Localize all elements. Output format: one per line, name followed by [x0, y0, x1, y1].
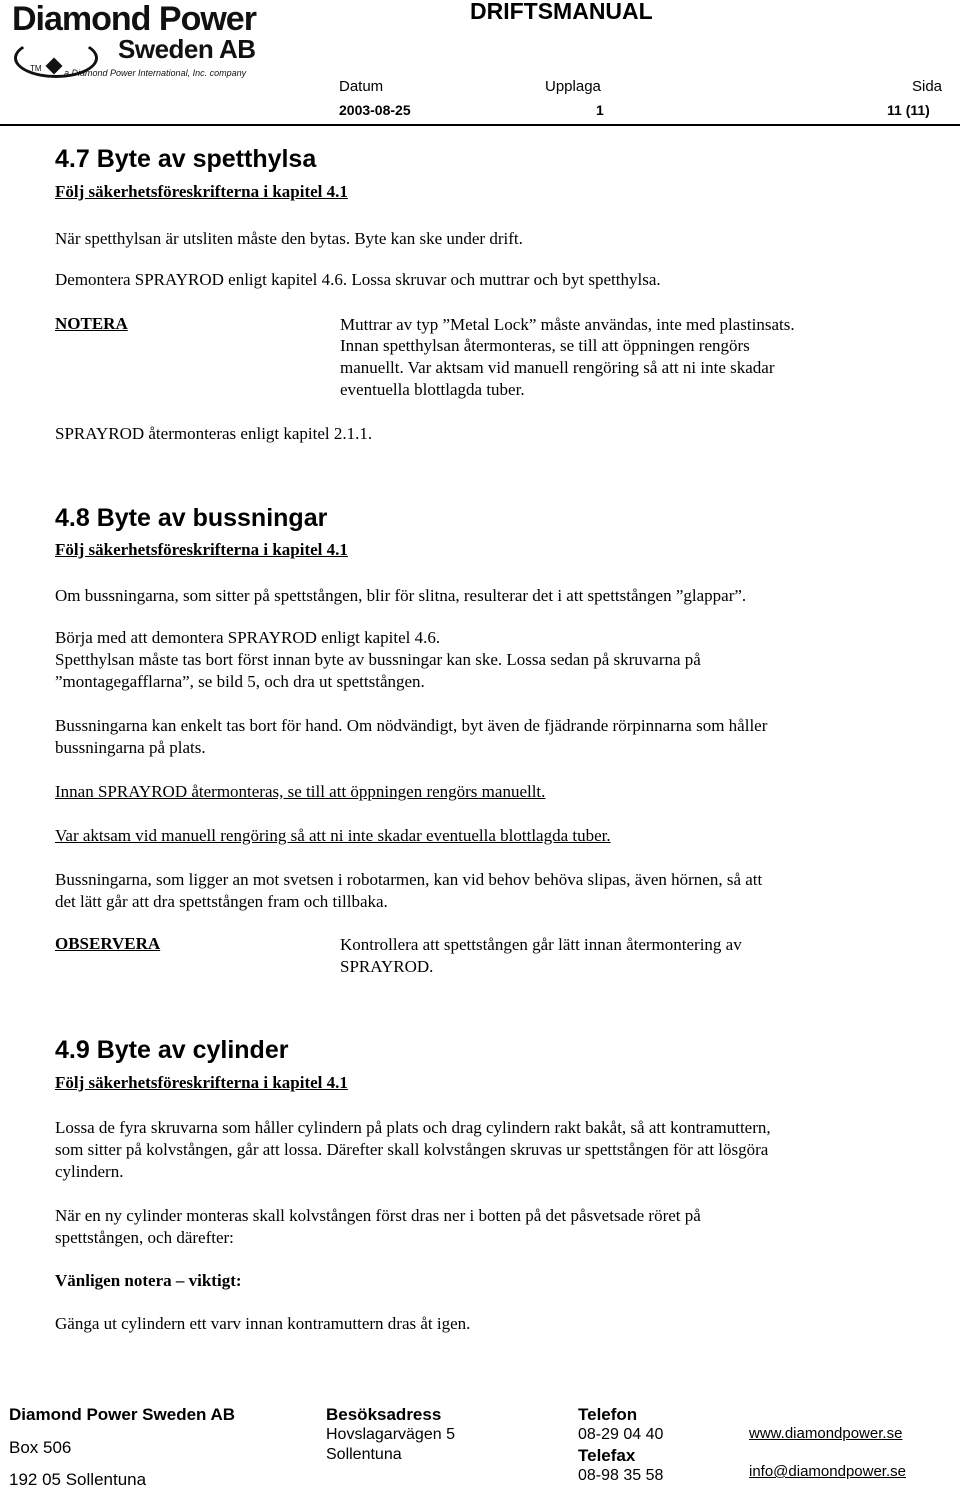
observera-label: OBSERVERA	[55, 934, 161, 953]
note-line-3: manuellt. Var aktsam vid manuell rengöring så att ni inte skadar	[340, 358, 775, 377]
footer-visit-city: Sollentuna	[326, 1446, 402, 1463]
logo-tagline: a Diamond Power International, Inc. company	[64, 68, 247, 78]
section-4-9-safety-note: Följ säkerhetsföreskrifterna i kapitel 4.1	[55, 1073, 348, 1092]
footer-box: Box 506	[9, 1438, 72, 1457]
section-4-9-paragraph-1-line-1: Lossa de fyra skruvarna som håller cylindern på plats och drag cylindern rakt bakåt, så att kontramuttern,	[55, 1118, 771, 1137]
footer-company-name: Diamond Power Sweden AB	[9, 1405, 236, 1424]
section-4-8-paragraph-4-line-1: Bussningarna, som ligger an mot svetsen i robotarmen, kan vid behov behöva slipas, även hörnen, så att	[55, 870, 763, 889]
footer-fax-label: Telefax	[578, 1446, 636, 1465]
footer-email-link[interactable]: info@diamondpower.se	[749, 1463, 906, 1480]
section-4-8-safety-note: Följ säkerhetsföreskrifterna i kapitel 4.1	[55, 540, 348, 559]
logo-tm: TM	[30, 64, 42, 73]
footer-visit-street: Hovslagarvägen 5	[326, 1426, 455, 1443]
section-4-8-paragraph-2-line-3: ”montagegafflarna”, se bild 5, och dra ut spettstången.	[55, 672, 425, 691]
section-4-9-heading: 4.9 Byte av cylinder	[55, 1036, 289, 1064]
section-4-8-paragraph-3-line-1: Bussningarna kan enkelt tas bort för hand. Om nödvändigt, byt även de fjädrande rörpinnarna som håller	[55, 716, 768, 735]
logo-line1: Diamond Power	[12, 0, 256, 38]
page-label: Sida	[912, 78, 943, 95]
footer-phone-label: Telefon	[578, 1405, 638, 1424]
edition-label: Upplaga	[545, 78, 601, 95]
footer-zip-city: 192 05 Sollentuna	[9, 1470, 147, 1489]
section-4-7-paragraph-3: SPRAYROD återmonteras enligt kapitel 2.1.1.	[55, 424, 373, 443]
note-line-2: Innan spetthylsan återmonteras, se till att öppningen rengörs	[340, 336, 750, 355]
section-4-8-paragraph-2-line-1: Börja med att demontera SPRAYROD enligt kapitel 4.6.	[55, 628, 441, 647]
date-value: 2003-08-25	[339, 102, 411, 118]
note-label: NOTERA	[55, 314, 128, 333]
section-4-9-paragraph-2-line-2: spettstången, och därefter:	[55, 1228, 234, 1247]
footer-phone: 08-29 04 40	[578, 1426, 664, 1443]
section-4-9-paragraph-2-line-1: När en ny cylinder monteras skall kolvstången först dras ner i botten på det påsvetsade röret på	[55, 1206, 701, 1225]
edition-value: 1	[596, 102, 604, 118]
section-4-7-paragraph-2: Demontera SPRAYROD enligt kapitel 4.6. Lossa skruvar och muttrar och byt spetthylsa.	[55, 270, 661, 289]
date-label: Datum	[339, 78, 384, 95]
section-4-8-paragraph-4-line-2: det lätt går att dra spettstången fram och tillbaka.	[55, 892, 388, 911]
section-4-7-paragraph-1: När spetthylsan är utsliten måste den bytas. Byte kan ske under drift.	[55, 229, 523, 248]
note-line-1: Muttrar av typ ”Metal Lock” måste användas, inte med plastinsats.	[340, 315, 795, 334]
footer-visit-label: Besöksadress	[326, 1405, 442, 1424]
important-note-label: Vänligen notera – viktigt:	[55, 1271, 242, 1290]
footer-fax: 08-98 35 58	[578, 1467, 664, 1484]
document-title: DRIFTSMANUAL	[470, 0, 653, 24]
header-rule	[0, 124, 960, 126]
section-4-8-paragraph-1: Om bussningarna, som sitter på spettstången, blir för slitna, resulterar det i att spettstången ”glappar”.	[55, 586, 747, 605]
section-4-7-safety-note: Följ säkerhetsföreskrifterna i kapitel 4.1	[55, 182, 348, 201]
section-4-9-paragraph-1-line-2: som sitter på kolvstången, går att lossa. Därefter skall kolvstången skruvas ur spettstången för att lösgöra	[55, 1140, 769, 1159]
section-4-8-paragraph-3-line-2: bussningarna på plats.	[55, 738, 206, 757]
observera-line-1: Kontrollera att spettstången går lätt innan återmontering av	[340, 935, 742, 954]
section-4-8-underlined-1: Innan SPRAYROD återmonteras, se till att öppningen rengörs manuellt.	[55, 782, 546, 801]
section-4-8-underlined-2: Var aktsam vid manuell rengöring så att ni inte skadar eventuella blottlagda tuber.	[55, 826, 611, 845]
page-value: 11 (11)	[887, 102, 930, 118]
section-4-8-heading: 4.8 Byte av bussningar	[55, 504, 328, 532]
company-logo	[8, 0, 268, 80]
note-line-4: eventuella blottlagda tuber.	[340, 380, 525, 399]
footer-website-link[interactable]: www.diamondpower.se	[749, 1425, 903, 1442]
section-4-8-paragraph-2-line-2: Spetthylsan måste tas bort först innan byte av bussningar kan ske. Lossa sedan på skruvarna på	[55, 650, 701, 669]
section-4-9-paragraph-1-line-3: cylindern.	[55, 1162, 124, 1181]
section-4-7-heading: 4.7 Byte av spetthylsa	[55, 145, 317, 173]
section-4-9-paragraph-3: Gänga ut cylindern ett varv innan kontramuttern dras åt igen.	[55, 1314, 471, 1333]
logo-line2: Sweden AB	[118, 34, 256, 64]
observera-line-2: SPRAYROD.	[340, 957, 434, 976]
